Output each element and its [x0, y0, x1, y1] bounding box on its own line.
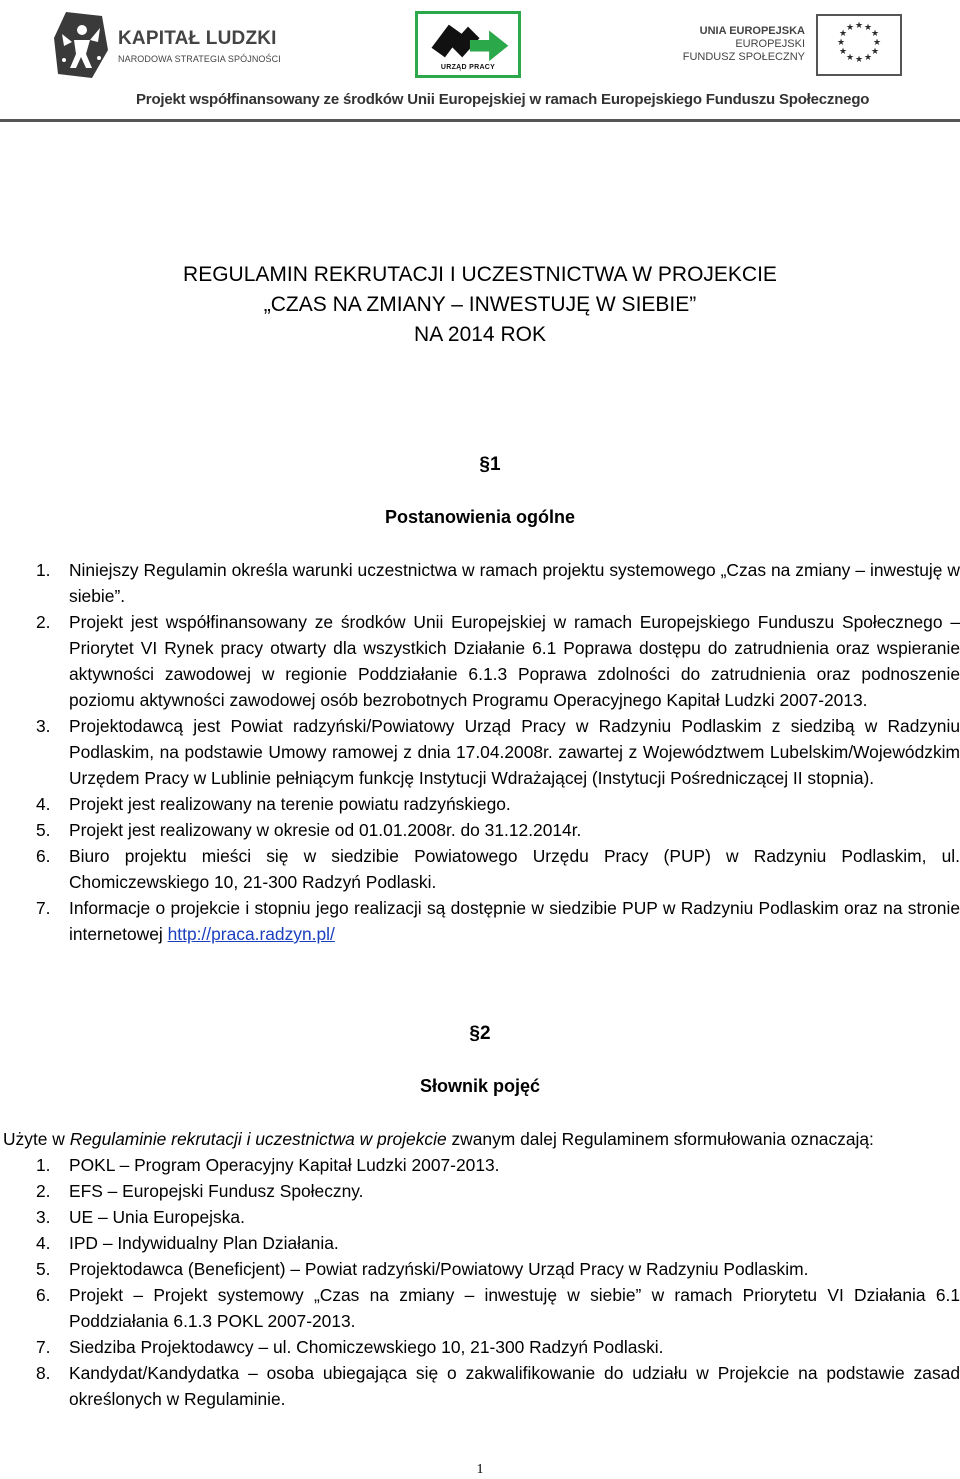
svg-text:★: ★ — [838, 47, 848, 57]
list-item-text: IPD – Indywidualny Plan Działania. — [69, 1233, 339, 1253]
list-item — [36, 713, 960, 791]
section-2-mark: §2 — [469, 1023, 491, 1044]
svg-text:★: ★ — [854, 21, 864, 31]
list-item-number: 6. — [36, 1285, 51, 1305]
eu-stars-icon — [818, 16, 900, 74]
list-item-number: 3. — [36, 1207, 51, 1227]
eu-logo-text — [680, 24, 805, 64]
project-website-link[interactable]: http://praca.radzyn.pl/ — [167, 924, 335, 944]
list-item-number: 5. — [36, 820, 51, 840]
list-item-number: 1. — [36, 560, 51, 580]
list-item-text: Informacje o projekcie i stopniu jego realizacji są dostępnie w siedzibie PUP w Radzyniu Podlaskim oraz na stronie internetowej — [69, 898, 960, 944]
svg-text:★: ★ — [863, 53, 873, 63]
svg-text:★: ★ — [836, 38, 846, 48]
document-title-line3: NA 2014 ROK — [414, 323, 546, 346]
list-item-text: Siedziba Projektodawcy – ul. Chomiczewskiego 10, 21-300 Radzyń Podlaski. — [69, 1337, 664, 1357]
list-item-text: Niniejszy Regulamin określa warunki uczestnictwa w ramach projektu systemowego „Czas na zmiany – inwestuję w siebie”. — [69, 560, 960, 606]
urzad-pracy-label: URZĄD PRACY — [440, 64, 496, 71]
cofinancing-caption: Projekt współfinansowany ze środków Unii Europejskiej w ramach Europejskiego Funduszu Społecznego — [136, 91, 870, 108]
section-1-mark: §1 — [479, 454, 501, 475]
list-item — [36, 1334, 960, 1360]
list-item-number: 4. — [36, 1233, 51, 1253]
eu-fund-line2: FUNDUSZ SPOŁECZNY — [682, 51, 805, 63]
list-item-text: Projekt jest współfinansowany ze środków Unii Europejskiej w ramach Europejskiego Funduszu Społecznego – Priorytet VI Rynek pracy otwarty dla wszystkich Działanie 6.1 Poprawa dostępu do zatrudnienia oraz wspieranie aktywności zawodowej w regionie Poddziałanie 6.1.3 Poprawa zdolności do zatrudnienia oraz podnoszenie poziomu aktywności zawodowej osób bezrobotnych Programu Operacyjnego Kapitał Ludzki 2007-2013. — [69, 612, 960, 710]
list-item-text: Biuro projektu mieści się w siedzibie Powiatowego Urzędu Pracy (PUP) w Radzyniu Podlaskim, ul. Chomiczewskiego 10, 21-300 Radzyń Podlaski. — [69, 846, 960, 892]
glossary-intro-start: Użyte w — [3, 1129, 70, 1149]
svg-text:★: ★ — [872, 38, 882, 48]
list-item-number: 2. — [36, 612, 51, 632]
svg-text:★: ★ — [854, 55, 864, 65]
page-number: 1 — [476, 1462, 484, 1477]
list-item — [36, 817, 960, 843]
kapital-ludzki-subtitle: NARODOWA STRATEGIA SPÓJNOŚCI — [118, 54, 281, 64]
eu-name: UNIA EUROPEJSKA — [699, 25, 805, 37]
list-item-text: Projekt – Projekt systemowy „Czas na zmiany – inwestuję w siebie” w ramach Priorytetu VI Działania 6.1 Poddziałania 6.1.3 POKL 2007-2013. — [69, 1285, 960, 1331]
list-item-text: Projekt jest realizowany na terenie powiatu radzyńskiego. — [69, 794, 511, 814]
list-item — [36, 1178, 960, 1204]
list-item-number: 6. — [36, 846, 51, 866]
kapital-ludzki-emblem-icon — [52, 10, 110, 80]
eu-flag — [816, 14, 902, 76]
glossary-intro — [3, 1126, 960, 1152]
list-item-text: Projektodawcą jest Powiat radzyński/Powiatowy Urząd Pracy w Radzyniu Podlaskim z siedzibą w Radzyniu Podlaskim, na podstawie Umowy ramowej z dnia 17.04.2008r. zawartej z Województwem Lubelskim/Wojewódzkim Urzędem Pracy w Lublinie pełniącym funkcję Instytucji Wdrażającej (Instytucji Pośredniczącej II stopnia). — [69, 716, 960, 788]
glossary-intro-end: zwanym dalej Regulaminem sformułowania oznaczają: — [446, 1129, 874, 1149]
header-divider — [0, 119, 960, 122]
svg-text:★: ★ — [870, 29, 880, 39]
document-title-line2: „CZAS NA ZMIANY – INWESTUJĘ W SIEBIE” — [263, 293, 697, 316]
list-item-number: 5. — [36, 1259, 51, 1279]
svg-text:★: ★ — [863, 23, 873, 33]
list-item — [36, 557, 960, 609]
list-item-text: EFS – Europejski Fundusz Społeczny. — [69, 1181, 364, 1201]
eu-fund-line1: EUROPEJSKI — [735, 38, 805, 50]
list-item — [36, 1282, 960, 1334]
svg-text:★: ★ — [845, 23, 855, 33]
list-item — [36, 791, 960, 817]
list-item-text: Projekt jest realizowany w okresie od 01.01.2008r. do 31.12.2014r. — [69, 820, 582, 840]
section-2-heading: Słownik pojęć — [419, 1076, 541, 1096]
glossary-intro-italic: Regulaminie rekrutacji i uczestnictwa w projekcie — [69, 1129, 447, 1149]
general-provisions-list — [36, 557, 960, 947]
document-title-line1: REGULAMIN REKRUTACJI I UCZESTNICTWA W PROJEKCIE — [183, 263, 777, 286]
svg-text:★: ★ — [838, 29, 848, 39]
list-item — [36, 895, 960, 947]
list-item-text: UE – Unia Europejska. — [69, 1207, 245, 1227]
list-item-number: 2. — [36, 1181, 51, 1201]
list-item-text: Projektodawca (Beneficjent) – Powiat radzyński/Powiatowy Urząd Pracy w Radzyniu Podlaskim. — [69, 1259, 809, 1279]
kapital-ludzki-title: KAPITAŁ LUDZKI — [118, 28, 277, 49]
list-item-number: 7. — [36, 1337, 51, 1357]
list-item-number: 1. — [36, 1155, 51, 1175]
list-item-number: 8. — [36, 1363, 51, 1383]
list-item — [36, 1152, 960, 1178]
list-item — [36, 1204, 960, 1230]
list-item-text: Kandydat/Kandydatka – osoba ubiegająca się o zakwalifikowanie do udziału w Projekcie na podstawie zasad określonych w Regulaminie. — [69, 1363, 960, 1409]
urzad-pracy-logo — [415, 11, 521, 78]
list-item-number: 3. — [36, 716, 51, 736]
list-item-text: POKL – Program Operacyjny Kapitał Ludzki 2007-2013. — [69, 1155, 500, 1175]
section-1-heading: Postanowienia ogólne — [384, 507, 576, 527]
urzad-pracy-emblem-icon — [418, 17, 518, 65]
list-item — [36, 1230, 960, 1256]
kapital-ludzki-logo — [52, 10, 281, 80]
list-item — [36, 609, 960, 713]
list-item — [36, 1256, 960, 1282]
glossary-list — [36, 1152, 960, 1412]
page-header — [0, 0, 960, 122]
svg-text:★: ★ — [870, 47, 880, 57]
list-item-number: 4. — [36, 794, 51, 814]
list-item — [36, 1360, 960, 1412]
svg-text:★: ★ — [845, 53, 855, 63]
list-item-number: 7. — [36, 898, 51, 918]
list-item — [36, 843, 960, 895]
